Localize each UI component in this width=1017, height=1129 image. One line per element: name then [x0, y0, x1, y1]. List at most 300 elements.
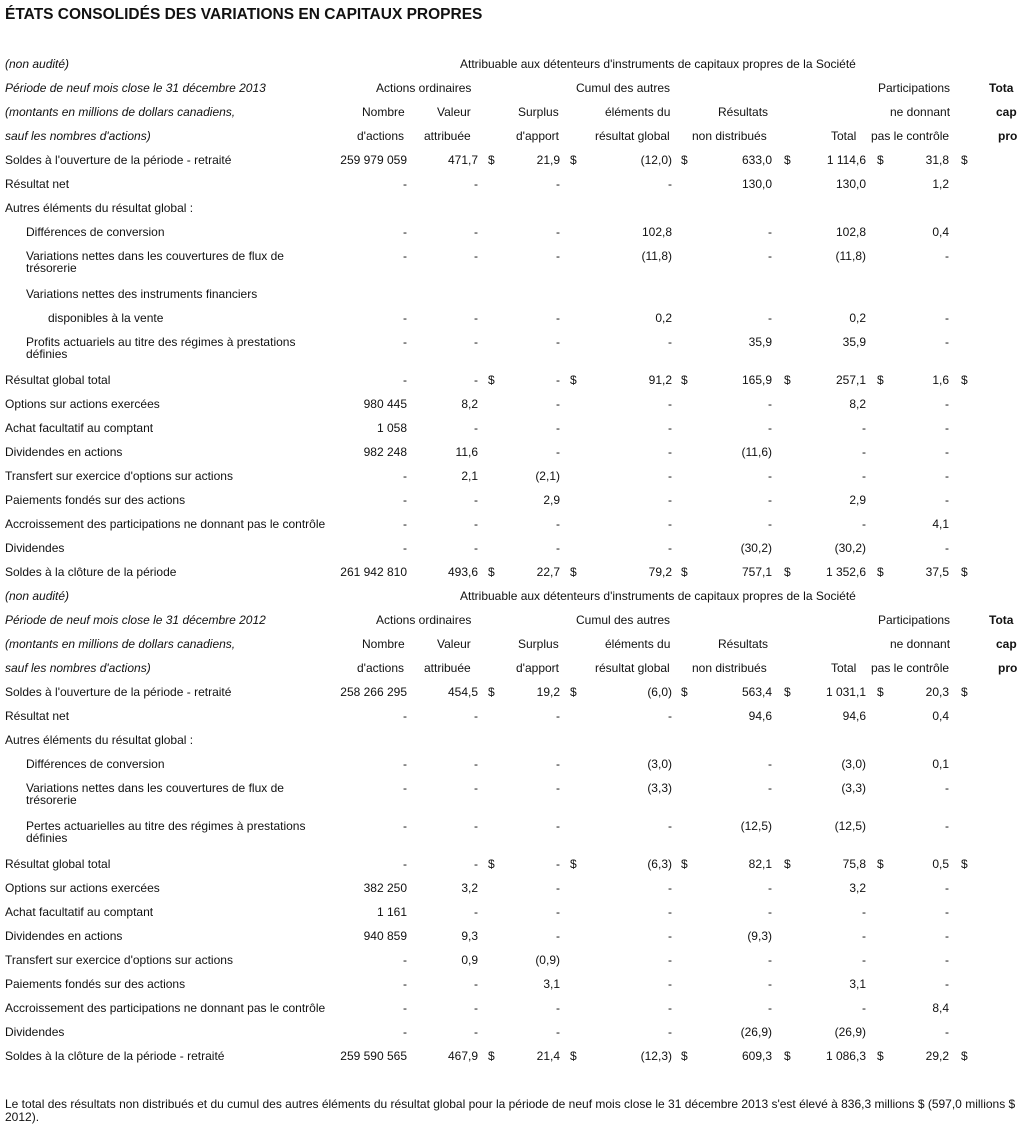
cell-value: 563,4	[741, 685, 772, 699]
currency-symbol: $	[681, 1049, 688, 1063]
row-label: disponibles à la vente	[48, 311, 164, 325]
cell-value: 19,2	[536, 685, 560, 699]
cell-value: 165,9	[741, 373, 772, 387]
cell-value: 0,2	[655, 311, 672, 325]
cell-value: -	[862, 445, 866, 459]
cell-value: -	[556, 373, 560, 387]
cell-value: (3,0)	[647, 757, 672, 771]
cell-value: -	[945, 929, 949, 943]
cell-value: 8,2	[849, 397, 866, 411]
header-cell: Surplus	[518, 105, 559, 119]
cell-value: (11,8)	[835, 249, 866, 263]
cell-value: -	[862, 469, 866, 483]
currency-symbol: $	[961, 373, 968, 387]
cell-value: -	[556, 757, 560, 771]
cell-value: -	[556, 857, 560, 871]
header-cell: Cumul des autres	[576, 81, 671, 95]
row-label: Résultat net	[5, 709, 70, 723]
currency-symbol: $	[570, 685, 577, 699]
cell-value: 31,8	[925, 153, 949, 167]
cell-value: 0,1	[932, 757, 949, 771]
header-cell: résultat global	[595, 129, 670, 143]
cell-value: (6,0)	[647, 685, 672, 699]
row-label: Achat facultatif au comptant	[5, 905, 154, 919]
cell-value: (12,5)	[834, 819, 866, 833]
cell-value: -	[403, 311, 407, 325]
cell-value: -	[862, 905, 866, 919]
cell-value: (26,9)	[834, 1025, 866, 1039]
cell-value: -	[945, 445, 949, 459]
cell-value: 82,1	[748, 857, 772, 871]
cell-value: -	[403, 335, 407, 349]
row-label: Options sur actions exercées	[5, 397, 160, 411]
cell-value: (6,3)	[647, 857, 672, 871]
cell-value: (0,9)	[535, 953, 560, 967]
header-group-title: Attribuable aux détenteurs d'instruments de capitaux propres de la Société	[460, 57, 856, 71]
header-cell: attribuée	[424, 661, 471, 675]
cell-value: -	[556, 709, 560, 723]
cell-value: -	[556, 1001, 560, 1015]
cell-value: -	[403, 757, 407, 771]
cell-value: 2,9	[849, 493, 866, 507]
row-label: Différences de conversion	[26, 225, 165, 239]
currency-symbol: $	[488, 1049, 495, 1063]
header-cell: pas le contrôle	[871, 129, 950, 143]
currency-symbol: $	[877, 1049, 884, 1063]
header-cell: cap	[996, 637, 1017, 651]
row-label: Options sur actions exercées	[5, 881, 160, 895]
cell-value: 11,6	[455, 445, 478, 459]
cell-value: 21,9	[536, 153, 560, 167]
cell-value: -	[403, 1025, 407, 1039]
row-label: Variations nettes des instruments financiers	[26, 287, 258, 301]
cell-value: 1 031,1	[825, 685, 866, 699]
cell-value: -	[768, 977, 772, 991]
header-cell: attribuée	[424, 129, 471, 143]
currency-symbol: $	[961, 153, 968, 167]
row-label: Autres éléments du résultat global :	[5, 201, 194, 215]
cell-value: (11,8)	[641, 249, 672, 263]
header-label: Période de neuf mois close le 31 décembre 2012	[5, 613, 266, 627]
row-label: Paiements fondés sur des actions	[5, 493, 186, 507]
cell-value: -	[768, 905, 772, 919]
currency-symbol: $	[877, 153, 884, 167]
cell-value: -	[945, 421, 949, 435]
cell-value: -	[668, 709, 672, 723]
cell-value: 9,3	[461, 929, 478, 943]
cell-value: -	[945, 1025, 949, 1039]
cell-value: (26,9)	[740, 1025, 772, 1039]
cell-value: -	[768, 1001, 772, 1015]
cell-value: 130,0	[741, 177, 772, 191]
cell-value: 493,6	[447, 565, 478, 579]
cell-value: -	[556, 1025, 560, 1039]
cell-value: -	[668, 929, 672, 943]
cell-value: (3,3)	[841, 781, 866, 795]
cell-value: -	[403, 953, 407, 967]
cell-value: -	[474, 781, 478, 795]
currency-symbol: $	[488, 857, 495, 871]
cell-value: -	[668, 977, 672, 991]
cell-value: -	[403, 709, 407, 723]
cell-value: 3,2	[461, 881, 478, 895]
header-cell: Actions ordinaires	[376, 613, 472, 627]
header-label: (non audité)	[5, 57, 70, 71]
row-label: Paiements fondés sur des actions	[5, 977, 186, 991]
cell-value: -	[403, 225, 407, 239]
cell-value: (30,2)	[834, 541, 866, 555]
header-label: (montants en millions de dollars canadiens,	[5, 105, 236, 119]
header-cell: Participations	[878, 613, 951, 627]
cell-value: -	[862, 1001, 866, 1015]
row-label: Résultat global total	[5, 857, 111, 871]
cell-value: -	[556, 781, 560, 795]
cell-value: -	[862, 517, 866, 531]
row-label: Pertes actuarielles au titre des régimes à prestations	[26, 819, 306, 833]
header-cell: pro	[998, 129, 1017, 143]
header-cell: Résultats	[718, 637, 769, 651]
currency-symbol: $	[681, 153, 688, 167]
cell-value: -	[668, 397, 672, 411]
cell-value: -	[945, 819, 949, 833]
cell-value: -	[668, 517, 672, 531]
row-label: Autres éléments du résultat global :	[5, 733, 194, 747]
cell-value: 1 086,3	[825, 1049, 866, 1063]
row-label: Accroissement des participations ne donnant pas le contrôle	[5, 517, 326, 531]
cell-value: 2,9	[543, 493, 560, 507]
header-cell: Tota	[989, 81, 1014, 95]
cell-value: -	[474, 249, 478, 263]
header-cell: cap	[996, 105, 1017, 119]
cell-value: -	[945, 953, 949, 967]
cell-value: -	[945, 311, 949, 325]
cell-value: -	[668, 445, 672, 459]
cell-value: -	[556, 397, 560, 411]
header-cell: Cumul des autres	[576, 613, 671, 627]
cell-value: -	[668, 335, 672, 349]
cell-value: -	[668, 953, 672, 967]
cell-value: -	[403, 517, 407, 531]
currency-symbol: $	[570, 1049, 577, 1063]
header-group-title: Attribuable aux détenteurs d'instruments de capitaux propres de la Société	[460, 589, 856, 603]
row-label: Transfert sur exercice d'options sur actions	[5, 469, 233, 483]
header-cell: Nombre	[362, 637, 405, 651]
row-label: Résultat global total	[5, 373, 111, 387]
cell-value: -	[403, 541, 407, 555]
cell-value: -	[403, 249, 407, 263]
header-cell: Valeur	[437, 105, 471, 119]
cell-value: (12,5)	[740, 819, 772, 833]
cell-value: -	[556, 905, 560, 919]
row-label-cont: définies	[26, 347, 68, 361]
cell-value: -	[403, 781, 407, 795]
cell-value: -	[945, 977, 949, 991]
header-cell: Résultats	[718, 105, 769, 119]
cell-value: 1,6	[932, 373, 949, 387]
cell-value: -	[474, 857, 478, 871]
footnote: Le total des résultats non distribués et du cumul des autres éléments du résultat global pour la période de neuf mois close le 31 décembre 2013 s'est élevé à 836,3 millions $ (597,0 millions $ 2012).	[5, 1097, 1016, 1124]
cell-value: 35,9	[842, 335, 866, 349]
cell-value: 35,9	[748, 335, 772, 349]
row-label: Variations nettes dans les couvertures de flux de	[26, 781, 284, 795]
currency-symbol: $	[570, 153, 577, 167]
row-label: Dividendes	[5, 541, 65, 555]
cell-value: -	[945, 397, 949, 411]
cell-value: -	[556, 929, 560, 943]
row-label: Soldes à la clôture de la période	[5, 565, 177, 579]
cell-value: -	[668, 541, 672, 555]
cell-value: 471,7	[447, 153, 478, 167]
row-label: Variations nettes dans les couvertures de flux de	[26, 249, 284, 263]
cell-value: -	[945, 541, 949, 555]
cell-value: 0,4	[932, 709, 949, 723]
currency-symbol: $	[784, 857, 791, 871]
cell-value: -	[556, 517, 560, 531]
cell-value: 94,6	[842, 709, 866, 723]
cell-value: -	[945, 881, 949, 895]
row-label: Différences de conversion	[26, 757, 165, 771]
cell-value: 0,2	[849, 311, 866, 325]
cell-value: -	[403, 857, 407, 871]
cell-value: -	[945, 781, 949, 795]
row-label-cont: définies	[26, 831, 68, 845]
cell-value: -	[556, 541, 560, 555]
currency-symbol: $	[488, 373, 495, 387]
currency-symbol: $	[570, 857, 577, 871]
currency-symbol: $	[570, 373, 577, 387]
cell-value: -	[768, 249, 772, 263]
row-label: Résultat net	[5, 177, 70, 191]
cell-value: -	[768, 953, 772, 967]
cell-value: 130,0	[835, 177, 866, 191]
cell-value: 3,1	[849, 977, 866, 991]
cell-value: -	[474, 819, 478, 833]
header-cell: Total	[831, 661, 857, 675]
cell-value: -	[474, 421, 478, 435]
cell-value: (3,3)	[647, 781, 672, 795]
cell-value: -	[556, 311, 560, 325]
cell-value: -	[668, 1025, 672, 1039]
cell-value: -	[474, 493, 478, 507]
cell-value: -	[474, 1001, 478, 1015]
row-label: Transfert sur exercice d'options sur actions	[5, 953, 233, 967]
cell-value: -	[668, 881, 672, 895]
cell-value: -	[474, 517, 478, 531]
cell-value: -	[556, 421, 560, 435]
cell-value: 3,1	[543, 977, 560, 991]
header-cell: Actions ordinaires	[376, 81, 472, 95]
cell-value: -	[403, 819, 407, 833]
cell-value: 8,2	[461, 397, 478, 411]
cell-value: -	[668, 493, 672, 507]
currency-symbol: $	[488, 685, 495, 699]
header-label: (montants en millions de dollars canadiens,	[5, 637, 236, 651]
cell-value: 0,4	[932, 225, 949, 239]
currency-symbol: $	[681, 373, 688, 387]
cell-value: -	[556, 335, 560, 349]
header-cell: d'actions	[357, 661, 404, 675]
cell-value: -	[862, 953, 866, 967]
cell-value: 79,2	[648, 565, 672, 579]
cell-value: -	[474, 177, 478, 191]
cell-value: 467,9	[447, 1049, 478, 1063]
currency-symbol: $	[681, 685, 688, 699]
cell-value: -	[768, 881, 772, 895]
cell-value: (11,6)	[741, 445, 772, 459]
cell-value: (12,3)	[640, 1049, 672, 1063]
cell-value: 102,8	[835, 225, 866, 239]
cell-value: -	[945, 905, 949, 919]
row-label: Dividendes en actions	[5, 929, 123, 943]
currency-symbol: $	[961, 685, 968, 699]
row-label: Soldes à l'ouverture de la période - retraité	[5, 153, 232, 167]
row-label-cont: trésorerie	[26, 793, 77, 807]
currency-symbol: $	[784, 565, 791, 579]
currency-symbol: $	[681, 857, 688, 871]
cell-value: -	[556, 249, 560, 263]
header-label: sauf les nombres d'actions)	[5, 661, 151, 675]
cell-value: 8,4	[932, 1001, 949, 1015]
cell-value: 633,0	[741, 153, 772, 167]
cell-value: 609,3	[741, 1049, 772, 1063]
header-cell: Nombre	[362, 105, 405, 119]
cell-value: -	[768, 517, 772, 531]
cell-value: -	[556, 445, 560, 459]
cell-value: 982 248	[363, 445, 407, 459]
currency-symbol: $	[784, 373, 791, 387]
header-label: sauf les nombres d'actions)	[5, 129, 151, 143]
header-cell: Surplus	[518, 637, 559, 651]
currency-symbol: $	[784, 1049, 791, 1063]
cell-value: -	[768, 225, 772, 239]
cell-value: 1 161	[376, 905, 407, 919]
cell-value: -	[403, 469, 407, 483]
cell-value: 1 114,6	[826, 153, 866, 167]
cell-value: 0,9	[461, 953, 478, 967]
header-cell: pro	[998, 661, 1017, 675]
cell-value: (3,0)	[841, 757, 866, 771]
cell-value: -	[668, 1001, 672, 1015]
cell-value: -	[668, 421, 672, 435]
cell-value: -	[668, 905, 672, 919]
cell-value: -	[768, 397, 772, 411]
cell-value: 259 979 059	[340, 153, 407, 167]
currency-symbol: $	[877, 565, 884, 579]
cell-value: 102,8	[641, 225, 672, 239]
currency-symbol: $	[877, 373, 884, 387]
row-label-cont: trésorerie	[26, 261, 77, 275]
header-cell: Participations	[878, 81, 951, 95]
row-label: Profits actuariels au titre des régimes à prestations	[26, 335, 296, 349]
currency-symbol: $	[877, 857, 884, 871]
header-cell: pas le contrôle	[871, 661, 950, 675]
cell-value: 940 859	[363, 929, 407, 943]
currency-symbol: $	[681, 565, 688, 579]
cell-value: 1 352,6	[825, 565, 866, 579]
header-label: (non audité)	[5, 589, 70, 603]
cell-value: (9,3)	[747, 929, 772, 943]
cell-value: -	[403, 373, 407, 387]
cell-value: -	[556, 225, 560, 239]
header-cell: ne donnant	[890, 637, 951, 651]
cell-value: -	[945, 335, 949, 349]
cell-value: 1 058	[376, 421, 407, 435]
cell-value: -	[945, 493, 949, 507]
cell-value: -	[474, 709, 478, 723]
cell-value: -	[556, 881, 560, 895]
header-label: Période de neuf mois close le 31 décembre 2013	[5, 81, 266, 95]
cell-value: -	[403, 1001, 407, 1015]
currency-symbol: $	[877, 685, 884, 699]
cell-value: 257,1	[835, 373, 866, 387]
cell-value: 29,2	[925, 1049, 949, 1063]
header-cell: éléments du	[605, 637, 671, 651]
cell-value: 258 266 295	[340, 685, 407, 699]
cell-value: 75,8	[842, 857, 866, 871]
row-label: Achat facultatif au comptant	[5, 421, 154, 435]
cell-value: -	[862, 421, 866, 435]
row-label: Dividendes en actions	[5, 445, 123, 459]
header-cell: résultat global	[595, 661, 670, 675]
cell-value: 4,1	[932, 517, 949, 531]
cell-value: -	[862, 929, 866, 943]
row-label: Dividendes	[5, 1025, 65, 1039]
cell-value: 37,5	[925, 565, 949, 579]
currency-symbol: $	[961, 857, 968, 871]
currency-symbol: $	[784, 685, 791, 699]
header-cell: Total	[831, 129, 857, 143]
cell-value: -	[474, 757, 478, 771]
row-label: Soldes à la clôture de la période - retraité	[5, 1049, 225, 1063]
cell-value: -	[474, 311, 478, 325]
cell-value: -	[556, 177, 560, 191]
currency-symbol: $	[488, 153, 495, 167]
header-cell: éléments du	[605, 105, 671, 119]
page-title: ÉTATS CONSOLIDÉS DES VARIATIONS EN CAPITAUX PROPRES	[5, 6, 483, 23]
cell-value: -	[403, 977, 407, 991]
cell-value: 3,2	[849, 881, 866, 895]
cell-value: -	[556, 819, 560, 833]
cell-value: 21,4	[536, 1049, 560, 1063]
cell-value: 259 590 565	[340, 1049, 407, 1063]
cell-value: 757,1	[741, 565, 772, 579]
header-cell: d'apport	[516, 661, 559, 675]
header-cell: non distribués	[692, 129, 767, 143]
header-cell: Tota	[989, 613, 1014, 627]
cell-value: -	[768, 493, 772, 507]
cell-value: -	[768, 757, 772, 771]
cell-value: 261 942 810	[340, 565, 407, 579]
cell-value: (12,0)	[640, 153, 672, 167]
cell-value: 382 250	[363, 881, 407, 895]
cell-value: -	[668, 177, 672, 191]
cell-value: -	[474, 541, 478, 555]
header-cell: d'apport	[516, 129, 559, 143]
cell-value: -	[474, 1025, 478, 1039]
cell-value: -	[768, 311, 772, 325]
header-cell: d'actions	[357, 129, 404, 143]
cell-value: -	[474, 977, 478, 991]
cell-value: -	[768, 469, 772, 483]
cell-value: 980 445	[363, 397, 407, 411]
cell-value: -	[474, 905, 478, 919]
cell-value: -	[668, 819, 672, 833]
cell-value: 22,7	[536, 565, 560, 579]
row-label: Accroissement des participations ne donnant pas le contrôle	[5, 1001, 326, 1015]
cell-value: 0,5	[932, 857, 949, 871]
cell-value: -	[474, 335, 478, 349]
currency-symbol: $	[961, 1049, 968, 1063]
